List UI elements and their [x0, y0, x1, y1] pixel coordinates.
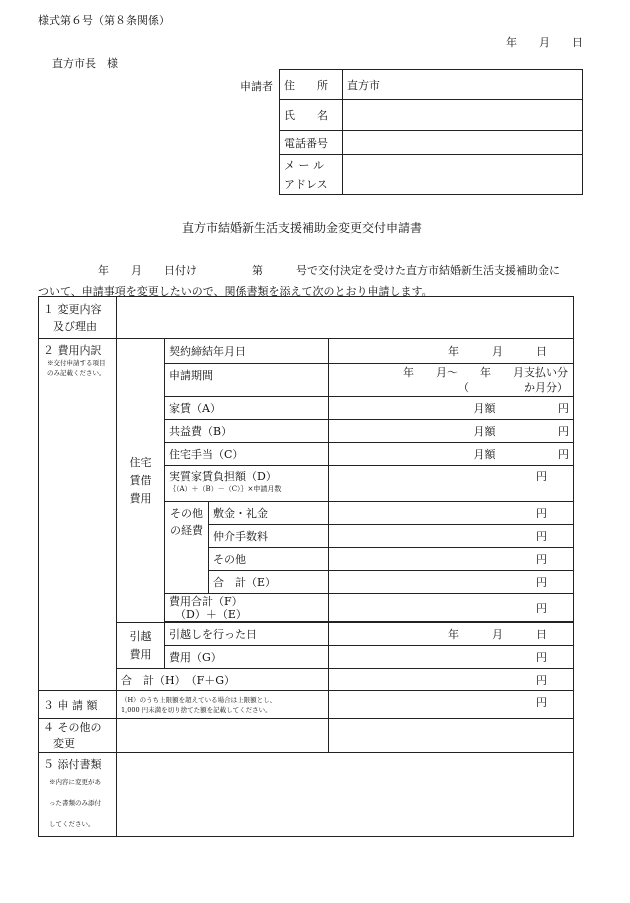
actual-rent-formula: ｛（A）＋（B）－（C）｝×申請月数: [169, 485, 282, 493]
section-4-line-1: ４ その他の: [43, 720, 102, 734]
total-h-field[interactable]: 円: [329, 669, 574, 691]
email-label-line-2: アドレス: [284, 177, 328, 191]
section-5-label: [39, 753, 117, 837]
section-3-note-1: （H）のうち上限額を超えている場合は上限額とし、: [121, 695, 277, 704]
date-line: 年 月 日: [506, 36, 583, 49]
main-table: [38, 296, 574, 837]
contract-date-field[interactable]: 年 月 日: [329, 339, 574, 364]
section-5-note-3: してください。: [49, 820, 95, 828]
common-monthly: 月額: [473, 425, 496, 438]
change-reason-field[interactable]: [117, 297, 574, 339]
common-fee-label: 共益費（B）: [165, 420, 329, 443]
agent-fee-label: 仲介手数料: [209, 525, 329, 548]
rent-yen: 円: [558, 402, 569, 415]
address-field[interactable]: 直方市: [343, 70, 583, 100]
section-5-note-1: ※内容に変更があ: [49, 778, 101, 786]
addressee: 直方市長 様: [52, 57, 118, 70]
name-field[interactable]: [343, 100, 583, 131]
other-expenses-label: その他の経費: [165, 502, 209, 594]
rent-monthly: 月額: [473, 402, 496, 415]
subtotal-e-field[interactable]: 円: [329, 571, 574, 594]
attachments-field[interactable]: [117, 753, 574, 837]
other-changes-field[interactable]: [117, 719, 329, 753]
moving-cost-field[interactable]: 円: [329, 646, 574, 669]
section-2-label: [39, 339, 117, 691]
moving-date-field[interactable]: 年 月 日: [329, 623, 574, 646]
common-yen: 円: [558, 425, 569, 438]
common-fee-field[interactable]: [329, 420, 574, 443]
email-label-line-1: メ ー ル: [284, 158, 324, 172]
applicant-label: 申請者: [240, 80, 273, 93]
name-label: 氏 名: [280, 100, 343, 131]
section-4-line-2: 変更: [53, 736, 75, 750]
subtotal-e-label: 合 計（E）: [209, 571, 329, 594]
rent-field[interactable]: [329, 397, 574, 420]
allowance-label: 住宅手当（C）: [165, 443, 329, 466]
deposit-label: 敷金・礼金: [209, 502, 329, 525]
address-label: 住 所: [280, 70, 343, 100]
allowance-field[interactable]: [329, 443, 574, 466]
requested-amount-field[interactable]: 円: [329, 691, 574, 719]
period-label: 申請期間: [165, 364, 329, 397]
period-value: 年 月～ 年 月支払い分: [403, 366, 568, 379]
other-field[interactable]: 円: [329, 548, 574, 571]
other-label: その他: [209, 548, 329, 571]
rent-label: 家賃（A）: [165, 397, 329, 420]
email-field[interactable]: [343, 155, 583, 195]
period-months: （ か月分）: [458, 381, 568, 394]
phone-field[interactable]: [343, 131, 583, 155]
moving-cost-label: 費用（G）: [165, 646, 329, 669]
section-2-note: ※交付申請する項目のみ記載ください。: [47, 359, 106, 377]
total-f-title: 費用合計（F）: [169, 594, 243, 608]
deposit-field[interactable]: 円: [329, 502, 574, 525]
section-5-note: [43, 772, 112, 835]
section-5-title: ５ 添付書類: [43, 758, 102, 771]
actual-rent-field[interactable]: 円: [329, 466, 574, 502]
section-3-note: [117, 691, 329, 719]
period-field[interactable]: [329, 364, 574, 397]
total-f-formula: （D）＋（E）: [175, 607, 247, 621]
moving-date-label: 引越しを行った日: [165, 623, 329, 646]
actual-rent-title: 実質家賃負担額（D）: [169, 470, 277, 483]
email-label: [280, 155, 343, 195]
section-1-line-1: １ 変更内容: [43, 303, 102, 316]
applicant-table: [279, 69, 583, 195]
section-4-label: [39, 719, 117, 753]
section-3-note-2: 1,000 円未満を切り捨てた額を記載してください。: [121, 705, 272, 714]
section-5-note-2: った書類のみ添付: [49, 799, 101, 807]
other-changes-extra[interactable]: [329, 719, 574, 753]
intro-line-1: 年 月 日付け 第 号で交付決定を受けた直方市結婚新生活支援補助金に: [98, 264, 560, 277]
section-3-label: ３ 申 請 額: [39, 691, 117, 719]
total-f-label: [165, 594, 329, 622]
total-h-label: 合 計（H） （F＋G）: [117, 669, 329, 691]
form-number: 様式第６号（第８条関係）: [38, 14, 170, 27]
section-2-title: ２ 費用内訳: [43, 344, 102, 357]
allowance-yen: 円: [558, 448, 569, 461]
intro-line-2: ついて、申請事項を変更したいので、関係書類を添えて次のとおり申請します。: [38, 285, 433, 298]
moving-label: 引越費用: [117, 623, 165, 669]
contract-date-label: 契約締結年月日: [165, 339, 329, 364]
housing-label: 住宅賃借費用: [117, 339, 165, 623]
total-f-field[interactable]: 円: [329, 594, 574, 622]
agent-fee-field[interactable]: 円: [329, 525, 574, 548]
phone-label: 電話番号: [280, 131, 343, 155]
page-title: 直方市結婚新生活支援補助金変更交付申請書: [182, 221, 423, 235]
section-1-line-2: 及び理由: [53, 320, 97, 333]
allowance-monthly: 月額: [473, 448, 496, 461]
section-1-label: [39, 297, 117, 339]
actual-rent-label: [165, 466, 329, 502]
